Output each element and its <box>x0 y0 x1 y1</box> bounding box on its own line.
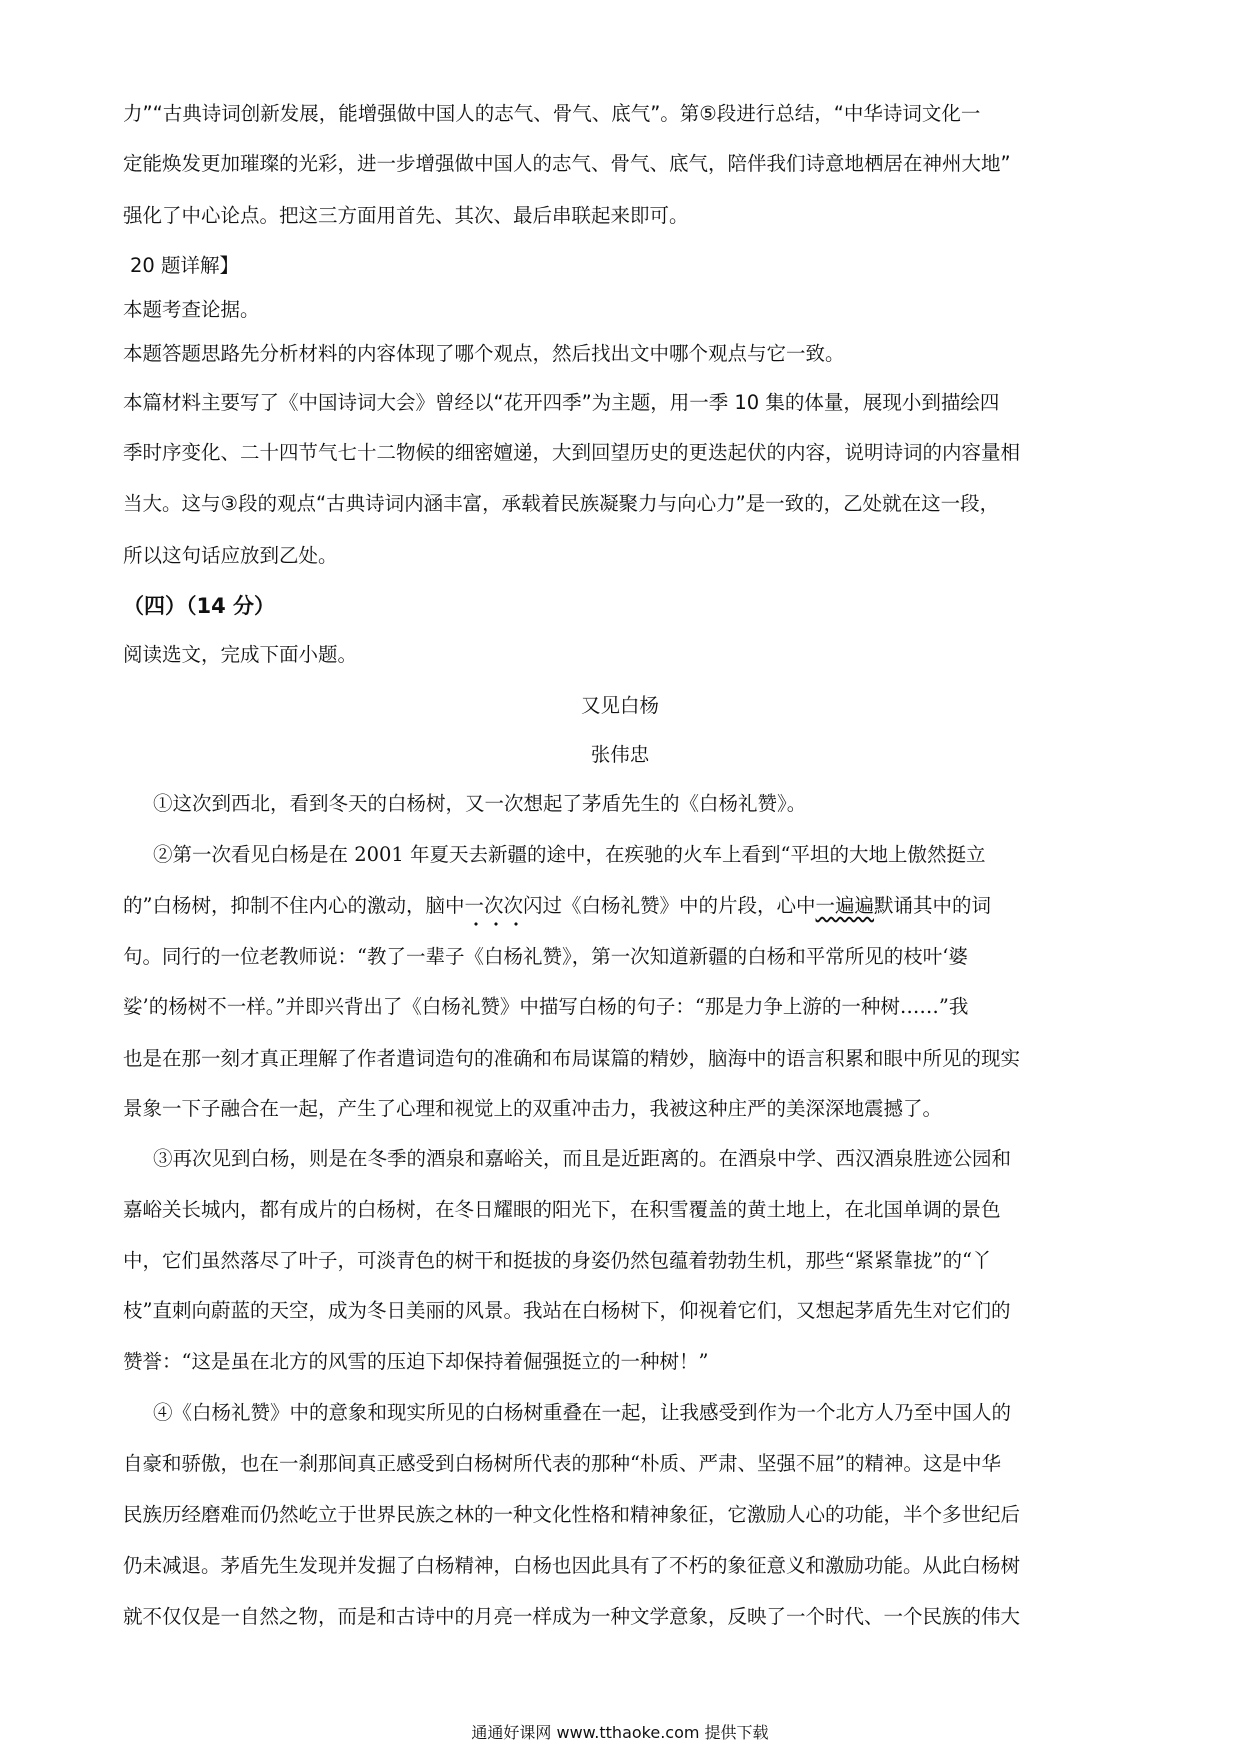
paragraph-3-line: 中，它们虽然落尽了叶子，可淡青色的树干和挺拔的身姿仍然包蕴着勃勃生机，那些“紧紧靠拢”的“丫 <box>123 1249 992 1272</box>
paragraph-2-line: 娑’的杨树不一样。”并即兴背出了《白杨礼赞》中描写白杨的句子：“那是力争上游的一种树……”我 <box>123 995 969 1018</box>
answer-line: 强化了中心论点。把这三方面用首先、其次、最后串联起来即可。 <box>123 204 689 227</box>
essay-author: 张伟忠 <box>590 743 650 766</box>
answer-line: 本题答题思路先分析材料的内容体现了哪个观点，然后找出文中哪个观点与它一致。 <box>123 342 845 365</box>
answer-line: 力”“古典诗词创新发展，能增强做中国人的志气、骨气、底气”。第⑤段进行总结，“中华诗词文化一 <box>123 102 981 125</box>
paragraph-4-line: 就不仅仅是一自然之物，而是和古诗中的月亮一样成为一种文学意象，反映了一个时代、一个民族的伟大 <box>123 1605 1021 1628</box>
text-segment: 默诵其中的词 <box>874 894 992 917</box>
paragraph-1: ①这次到西北，看到冬天的白杨树，又一次想起了茅盾先生的《白杨礼赞》。 <box>153 792 807 815</box>
wavy-underline-emphasis: 一遍遍 <box>815 894 875 917</box>
paragraph-4-line: 民族历经磨难而仍然屹立于世界民族之林的一种文化性格和精神象征，它激励人心的功能，半个多世纪后 <box>123 1503 1021 1526</box>
answer-line: 本篇材料主要写了《中国诗词大会》曾经以“花开四季”为主题，用一季 10 集的体量，展现小到描绘四 <box>123 391 1000 414</box>
paragraph-3-line: 嘉峪关长城内，都有成片的白杨树，在冬日耀眼的阳光下，在积雪覆盖的黄土地上，在北国单调的景色 <box>123 1198 1001 1221</box>
q20-heading: 20 题详解】 <box>130 254 240 277</box>
answer-line: 所以这句话应放到乙处。 <box>123 544 338 567</box>
paragraph-2-line: ②第一次看见白杨是在 2001 年夏天去新疆的途中，在疾驰的火车上看到“平坦的大地上傲然挺立 <box>153 843 986 866</box>
paragraph-3-line: 枝”直刺向蔚蓝的天空，成为冬日美丽的风景。我站在白杨树下，仰视着它们，又想起茅盾先生对它们的 <box>123 1299 1011 1322</box>
paragraph-2-line: 句。同行的一位老教师说：“教了一辈子《白杨礼赞》，第一次知道新疆的白杨和平常所见的枝叶‘婆 <box>123 945 968 968</box>
paragraph-4-line: ④《白杨礼赞》中的意象和现实所见的白杨树重叠在一起，让我感受到作为一个北方人乃至中国人的 <box>153 1401 1012 1424</box>
paragraph-3-line: 赞誉：“这是虽在北方的风雪的压迫下却保持着倔强挺立的一种树！” <box>123 1350 709 1373</box>
text-segment: 的”白杨树，抑制不住内心的激动，脑中 <box>123 894 465 917</box>
answer-line: 当大。这与③段的观点“古典诗词内涵丰富，承载着民族凝聚力与向心力”是一致的，乙处就在这一段， <box>123 492 1000 515</box>
paragraph-2-line: 景象一下子融合在一起，产生了心理和视觉上的双重冲击力，我被这种庄严的美深深地震撼了。 <box>123 1097 943 1120</box>
dotted-emphasis: 一次次 <box>464 892 523 920</box>
paragraph-4-line: 仍未减退。茅盾先生发现并发掘了白杨精神，白杨也因此具有了不朽的象征意义和激励功能。从此白杨树 <box>123 1554 1021 1577</box>
instruction: 阅读选文，完成下面小题。 <box>123 643 358 666</box>
section-heading: （四）（14 分） <box>123 594 276 618</box>
essay-title: 又见白杨 <box>580 694 659 717</box>
answer-line: 季时序变化、二十四节气七十二物候的细密嬗递，大到回望历史的更迭起伏的内容，说明诗词的内容量相 <box>123 441 1021 464</box>
paragraph-2-line <box>123 892 991 920</box>
paragraph-2-line: 也是在那一刻才真正理解了作者遣词造句的准确和布局谋篇的精妙，脑海中的语言积累和眼中所见的现实 <box>123 1047 1021 1070</box>
text-segment: 闪过《白杨礼赞》中的片段，心中 <box>523 894 816 917</box>
answer-line: 本题考查论据。 <box>123 298 260 321</box>
answer-line: 定能焕发更加璀璨的光彩，进一步增强做中国人的志气、骨气、底气，陪伴我们诗意地栖居在神州大地” <box>123 152 1011 175</box>
page-footer: 通通好课网 www.tthaoke.com 提供下载 <box>471 1723 769 1742</box>
paragraph-4-line: 自豪和骄傲，也在一刹那间真正感受到白杨树所代表的那种“朴质、严肃、坚强不屈”的精神。这是中华 <box>123 1452 1001 1475</box>
paragraph-3-line: ③再次见到白杨，则是在冬季的酒泉和嘉峪关，而且是近距离的。在酒泉中学、西汉酒泉胜迹公园和 <box>153 1147 1012 1170</box>
